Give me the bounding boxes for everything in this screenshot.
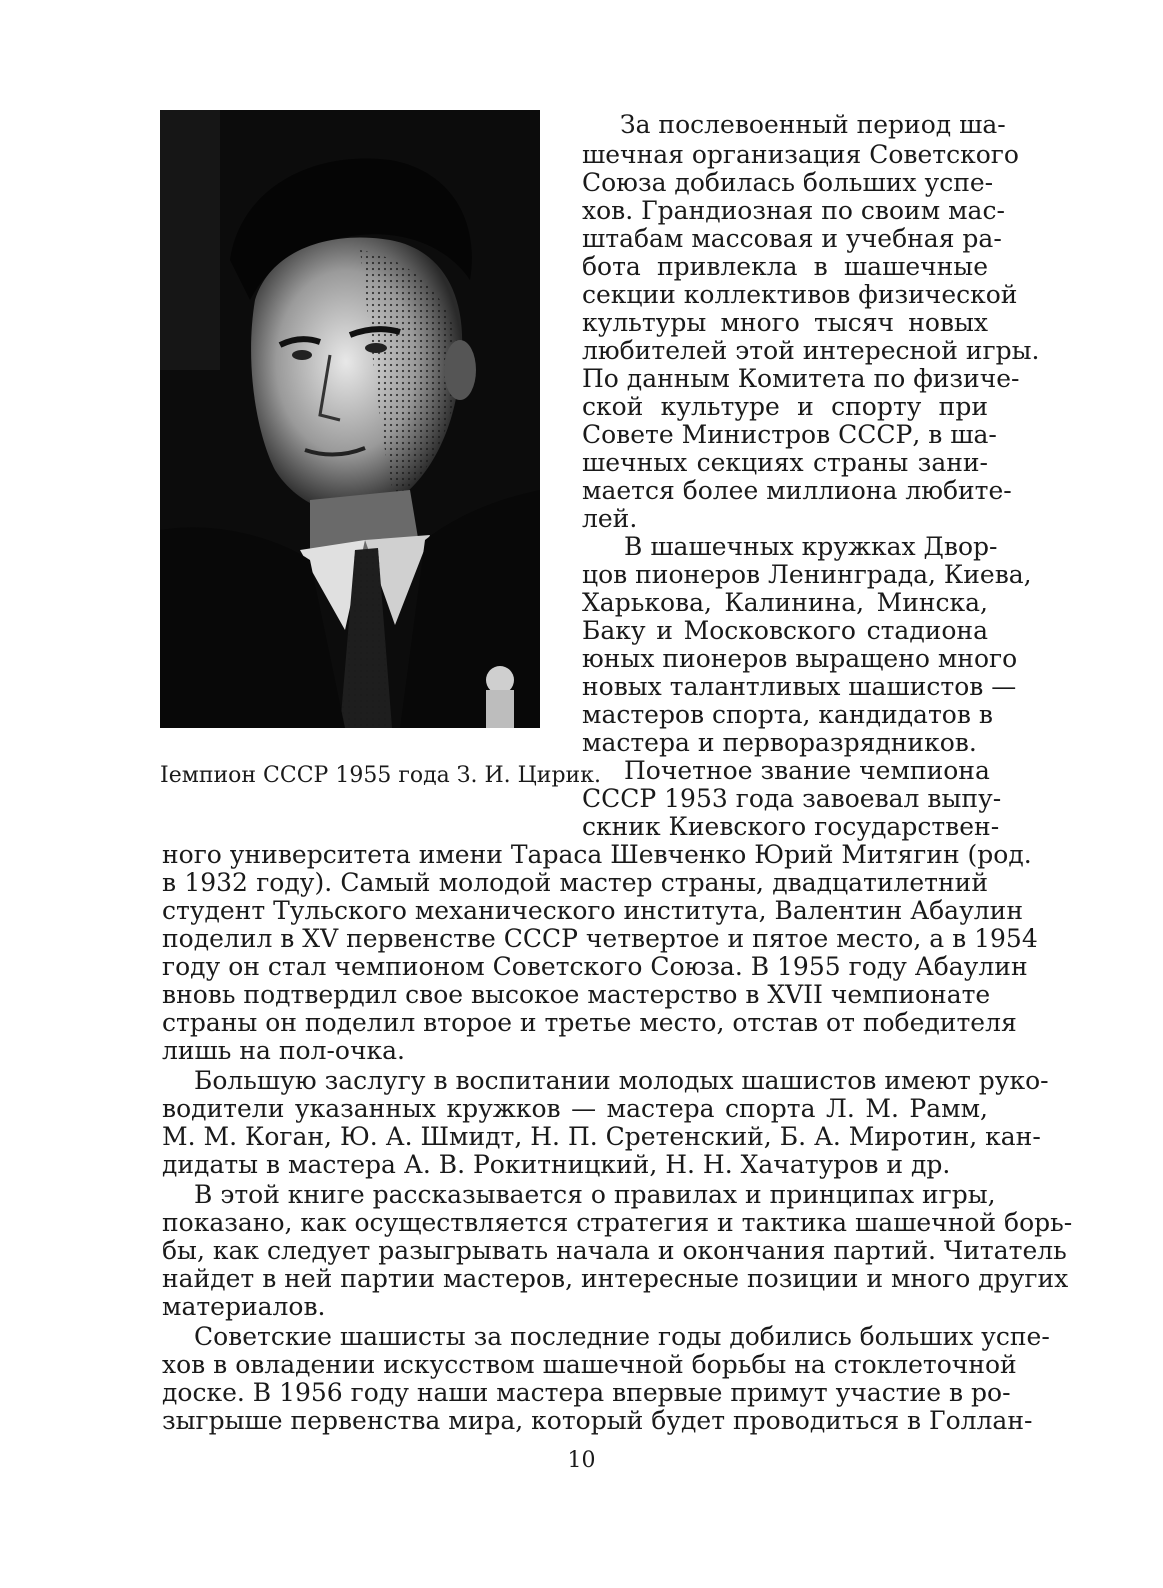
text-line: бы, как следует разыгрывать начала и окончания партий. Читатель	[162, 1236, 1067, 1265]
text-line: материалов.	[162, 1292, 326, 1321]
text-line: Советские шашисты за последние годы добились больших успе-	[194, 1322, 1050, 1351]
text-line: году он стал чемпионом Советского Союза. В 1955 году Абаулин	[162, 952, 1028, 981]
text-line: показано, как осуществляется стратегия и тактика шашечной борь-	[162, 1208, 1073, 1237]
portrait-image	[160, 110, 540, 728]
text-line: шечных секциях страны зани-	[582, 448, 988, 477]
text-line: дидаты в мастера А. В. Рокитницкий, Н. Н. Хачатуров и др.	[162, 1150, 951, 1179]
page-number: 10	[567, 1448, 596, 1473]
photo-caption: Iемпион СССР 1955 гoда З. И. Цирик.	[160, 763, 601, 788]
text-line: М. М. Коган, Ю. А. Шмидт, Н. П. Сретенский, Б. А. Миротин, кан-	[162, 1122, 1041, 1151]
text-line: в 1932 году). Самый молодой мастер страны, двадцатилетний	[162, 868, 988, 897]
text-line: студент Тульского механического института, Валентин Абаулин	[162, 896, 1023, 925]
text-line: новых талантливых шашистов —	[582, 672, 1017, 701]
text-line: зыгрыше первенства мира, который будет проводиться в Голлан-	[162, 1406, 1033, 1435]
text-line: Почетное звание чемпиона	[624, 756, 990, 785]
text-line: Совете Министров СССР, в ша-	[582, 420, 997, 449]
text-line: Большую заслугу в воспитании молодых шашистов имеют руко-	[194, 1066, 1049, 1095]
text-line: водители указанных кружков — мастера спорта Л. М. Рамм,	[162, 1094, 988, 1123]
text-line: штабам массовая и учебная ра-	[582, 224, 1002, 253]
text-line: страны он поделил второе и третье место, отстав от победителя	[162, 1008, 1017, 1037]
text-line: В шашечных кружках Двор-	[624, 532, 998, 561]
text-line: шечная организация Советского	[582, 140, 1019, 169]
text-line: Баку и Московского стадиона	[582, 616, 988, 645]
text-line: Союза добилась больших успе-	[582, 168, 994, 197]
text-line: найдет в ней партии мастеров, интересные позиции и много других	[162, 1264, 1069, 1293]
text-line: ской культуре и спорту при	[582, 392, 988, 421]
text-line: культуры много тысяч новых	[582, 308, 988, 337]
portrait-photo	[160, 110, 540, 728]
text-line: мается более миллиона любите-	[582, 476, 1012, 505]
text-line: мастера и перворазрядников.	[582, 728, 977, 757]
text-line: мастеров спорта, кандидатов в	[582, 700, 993, 729]
text-line: цов пионеров Ленинграда, Киева,	[582, 560, 1032, 589]
text-line: СССР 1953 года завоевал выпу-	[582, 784, 1002, 813]
text-line: доске. В 1956 году наши мастера впервые примут участие в ро-	[162, 1378, 1011, 1407]
text-line: Харькова, Калинина, Минска,	[582, 588, 988, 617]
text-line: хов. Грандиозная по своим мас-	[582, 196, 1005, 225]
text-line: лей.	[582, 504, 638, 533]
text-line: В этой книге рассказывается о правилах и принципах игры,	[194, 1180, 996, 1209]
text-line: юных пионеров выращено много	[582, 644, 1018, 673]
text-line: скник Киевского государствен-	[582, 812, 1000, 841]
text-line: лишь на пол-очка.	[162, 1036, 405, 1065]
text-line: любителей этой интересной игры.	[582, 336, 1040, 365]
text-line: секции коллективов физической	[582, 280, 1018, 309]
text-line: За послевоенный период ша-	[620, 110, 1006, 139]
text-line: По данным Комитета по физиче-	[582, 364, 1020, 393]
text-line: ного университета имени Тараса Шевченко Юрий Митягин (род.	[162, 840, 1032, 869]
text-line: бота привлекла в шашечные	[582, 252, 988, 281]
text-line: хов в овладении искусством шашечной борьбы на стоклеточной	[162, 1350, 1017, 1379]
text-line: поделил в XV первенстве СССР четвертое и пятое место, а в 1954	[162, 924, 1038, 953]
text-line: вновь подтвердил свое высокое мастерство в XVII чемпионате	[162, 980, 991, 1009]
